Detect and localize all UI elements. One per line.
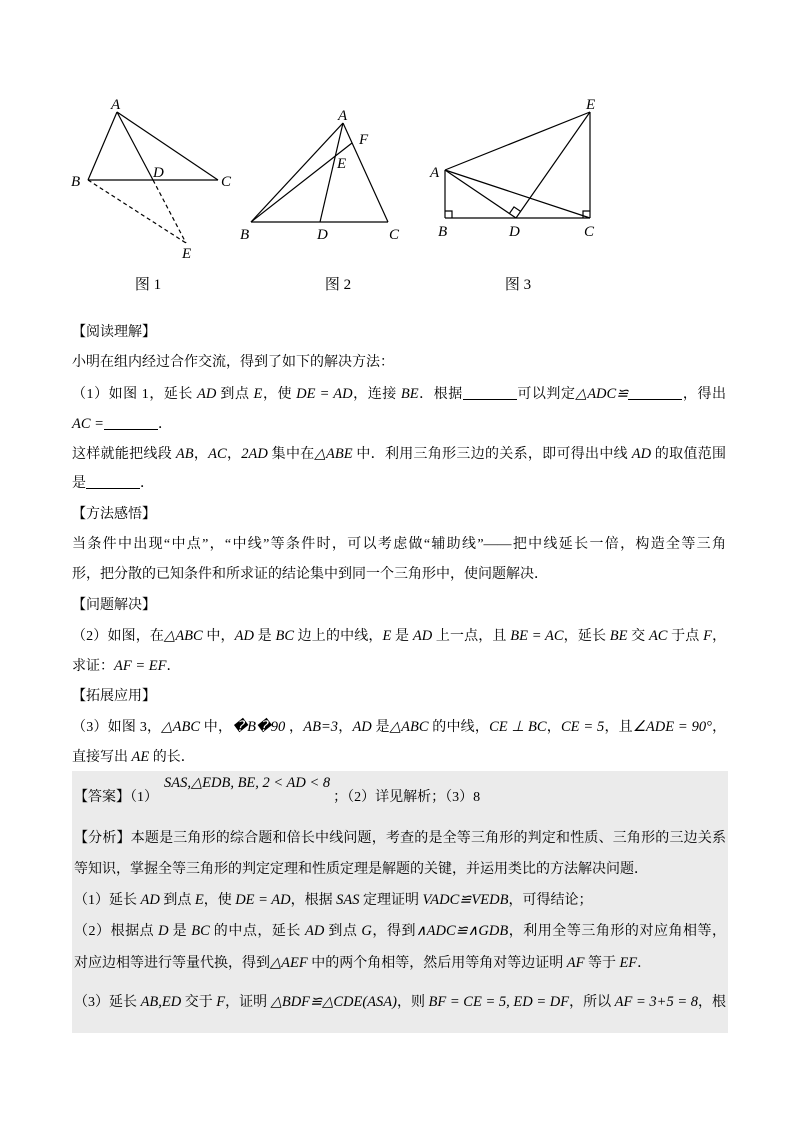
text-run: 的中点，延长 [209,924,305,939]
text-run: ， [226,447,242,463]
paragraph-line [72,651,726,681]
text-run: 中．利用三角形三边的关系，即可得出中线 [352,447,632,463]
text-run: ，得出 [682,386,726,402]
text-run: 当条件中出现“中点”，“中线”等条件时，可以考虑做“辅助线”——把中线延长一倍，构造全等三角 [72,537,726,553]
figure-1 [71,97,232,293]
text-run: ，证明 [225,995,271,1010]
text-run: ，根 [698,995,727,1010]
math-expression: BE = AC [510,627,564,644]
math-expression: AD [412,627,433,644]
math-expression: ∠ADE = 90° [632,718,712,735]
math-expression: △ABE [314,446,353,463]
figure-2 [240,108,400,293]
dashed-segment-de [153,180,186,243]
text-run: 定理证明 [359,893,423,908]
math-expression: △ABC [161,718,201,735]
math-expression: E [253,385,263,402]
segment-ad [117,112,153,180]
text-run: 到点 [159,893,195,908]
math-expression: AB [175,446,194,463]
point-label-d: D [317,227,328,243]
analysis-line [74,885,726,915]
point-label-b: B [240,227,250,243]
point-label-e: E [182,246,192,262]
point-label-a: A [430,165,440,181]
math-expression: CE ⊥ BC [489,718,547,735]
point-label-a: A [338,108,348,124]
math-expression: D [158,923,169,939]
math-expression: DE = AD [296,385,353,402]
paragraph-line [72,348,726,378]
text-run: 中， [200,719,233,735]
text-run: ；（2）详见解析；（3）8 [333,790,481,805]
segment-ae [445,112,590,170]
math-expression: AC [648,627,668,644]
math-expression: AD [140,892,160,908]
text-run: ，使 [203,893,236,908]
text-run: ，得到 [371,924,417,939]
math-expression: AE [131,749,150,766]
geometry-figures [0,0,800,300]
text-run: ． [637,956,652,971]
point-label-d: D [509,224,520,240]
text-run: 这样就能把线段 [72,447,176,463]
text-run: 上一点，且 [432,628,511,644]
text-run: 等知识，掌握全等三角形的判定定理和性质定理是解题的关键，并运用类比的方法解决问题． [74,862,648,877]
math-expression: △AEF [270,955,308,971]
text-run: ，所以 [569,995,615,1010]
math-expression: F [216,994,226,1010]
paragraph-line [72,439,726,469]
text-run: 【答案】（1） [74,790,158,805]
section-heading [72,682,726,712]
segment-ab [88,112,117,180]
section-heading [72,500,726,530]
text-run: 边上的中线， [294,628,383,644]
point-label-c: C [221,174,232,190]
paragraph-line [72,621,726,651]
segment-ad [445,170,516,218]
text-run: 到点 [324,924,362,939]
text-run: ，且 [604,719,633,735]
text-run: 【阅读理解】 [72,325,156,340]
point-label-e: E [337,156,347,172]
math-expression: E [382,627,392,644]
fill-in-blank [86,475,140,489]
paragraph-line [72,742,726,772]
math-expression: SAS [336,892,360,908]
text-run: ，根据 [290,893,337,908]
text-run: 是 [371,719,390,735]
text-run: ， [711,719,727,735]
text-run: 是 [72,476,86,492]
figure-3 [429,97,595,293]
math-expression: △ABC [389,718,429,735]
text-run: ， [285,719,304,735]
text-run: 中的两个角相等，然后用等角对等边证明 [307,956,567,971]
fill-in-blank [104,416,158,430]
math-expression: AC [208,446,227,463]
segment-ab [251,123,343,222]
text-run: 【分析】本题是三角形的综合题和倍长中线问题，考查的是全等三角形的判定和性质、三角形的三边关系 [74,831,726,846]
answer-line [74,771,726,823]
text-run: ，使 [262,386,297,402]
point-label-f: F [359,132,369,148]
segment-bf [251,143,352,222]
text-run: ， [338,719,353,735]
math-expression: AB=3 [303,718,338,735]
text-run: 的长． [149,750,195,766]
text-run: （3）如图 3， [72,719,162,735]
math-expression: �B�90 [232,718,286,735]
text-run: 对应边相等进行等量代换，得到 [74,956,270,971]
text-run: 是 [168,924,192,939]
text-run: ，则 [396,995,429,1010]
analysis-line [74,823,726,855]
math-expression: CE = 5 [560,718,605,735]
text-run: （3）延长 [74,995,141,1010]
text-run: 到点 [216,386,254,402]
analysis-line [74,855,726,885]
figure-caption: 图 2 [324,277,352,293]
text-run: 等于 [584,956,620,971]
math-expression: G [361,923,372,939]
text-run: （2）根据点 [74,924,159,939]
paragraph-line [72,560,726,590]
text-run: 是 [254,628,276,644]
text-run: （1）如图 1，延长 [72,386,198,402]
math-expression: AF [566,955,585,971]
math-expression: 2AD [241,446,268,463]
text-run: ．根据 [418,386,463,402]
text-run: 中， [202,628,235,644]
math-expression: AD [304,923,325,939]
text-run: ． [166,659,181,675]
paragraph-line [72,530,726,560]
math-expression: F [703,627,712,644]
point-label-d: D [153,165,164,181]
math-expression: AF = 3+5 = 8 [614,994,699,1010]
math-expression: AB,ED [140,994,182,1010]
text-run: 交 [627,628,649,644]
point-label-b: B [71,174,81,190]
point-label-c: C [584,224,595,240]
analysis-line [74,915,726,947]
text-run: 【拓展应用】 [72,688,156,704]
math-expression: BC [191,923,210,939]
point-label-a: A [111,97,121,113]
math-expression: AF = EF [114,658,167,675]
figure-caption: 图 3 [504,277,532,293]
text-run: 小明在组内经过合作交流，得到了如下的解决方法： [72,355,394,371]
text-run: 求证： [72,659,114,675]
analysis-line [74,979,726,1025]
text-run: 集中在 [267,447,315,463]
math-expression: E [194,892,204,908]
text-run: 于点 [667,628,704,644]
answer-analysis-box [72,771,728,1033]
text-run: 是 [391,628,413,644]
text-run: 【问题解决】 [72,597,156,613]
math-expression: BF = CE = 5, ED = DF [428,994,570,1010]
math-expression: △ABC [164,627,203,644]
paragraph-line [72,409,726,439]
text-run: ． [157,416,172,432]
segment-ac [445,170,590,218]
math-expression: AC = [72,415,104,432]
right-angle-mark-d [509,207,520,214]
text-run: 交于 [181,995,217,1010]
section-heading [72,591,726,621]
fill-in-blank [463,386,517,400]
text-run: 可以判定 [516,386,576,402]
text-run: ， [546,719,561,735]
point-label-e: E [586,97,596,113]
math-expression: EF [619,955,638,971]
point-label-b: B [438,224,448,240]
text-run: 的中线， [428,719,490,735]
math-expression: △BDF≌△CDE(ASA) [270,994,397,1010]
section-heading [72,318,726,348]
text-run: ，利用全等三角形的对应角相等， [508,924,727,939]
analysis-line [74,947,726,979]
math-expression: BE [609,627,628,644]
math-expression: AD [631,446,652,463]
text-run: ，可得结论； [508,893,593,908]
text-run: ． [140,476,154,492]
paragraph-line [72,469,726,499]
text-run: 的取值范围 [651,447,727,463]
problem-text [72,318,726,772]
math-expression: AD [352,718,372,735]
text-run: ，连接 [352,386,401,402]
text-run: （1）延长 [74,893,141,908]
segment-ac [117,112,218,180]
text-run: 形，把分散的已知条件和所求证的结论集中到同一个三角形中，使问题解决． [72,567,548,583]
math-expression: AD [197,385,217,402]
text-run: 直接写出 [72,750,132,766]
math-expression: △ADC≌ [575,385,629,402]
text-run: ， [711,628,727,644]
point-label-c: C [389,227,400,243]
right-angle-mark-b [445,211,452,218]
text-run: 【方法感悟】 [72,506,156,522]
math-expression: DE = AD [235,892,291,908]
text-run: （2）如图，在 [72,628,165,644]
text-run: ，延长 [563,628,610,644]
math-expression: BE [400,385,419,402]
paragraph-line [72,712,726,742]
figure-caption: 图 1 [134,277,162,293]
math-expression: BC [275,627,294,644]
text-run: ， [193,447,209,463]
math-expression: VADC≌VEDB [422,892,509,908]
math-expression: SAS,△EDB, BE, 2 < AD < 8 [164,775,331,791]
fill-in-blank [628,386,682,400]
dashed-segment-be [88,180,186,243]
math-expression: ∧ADC≌∧GDB [416,923,509,939]
segment-de [516,112,590,218]
math-expression: AD [234,627,255,644]
paragraph-line [72,379,726,409]
segment-ad [320,123,343,222]
